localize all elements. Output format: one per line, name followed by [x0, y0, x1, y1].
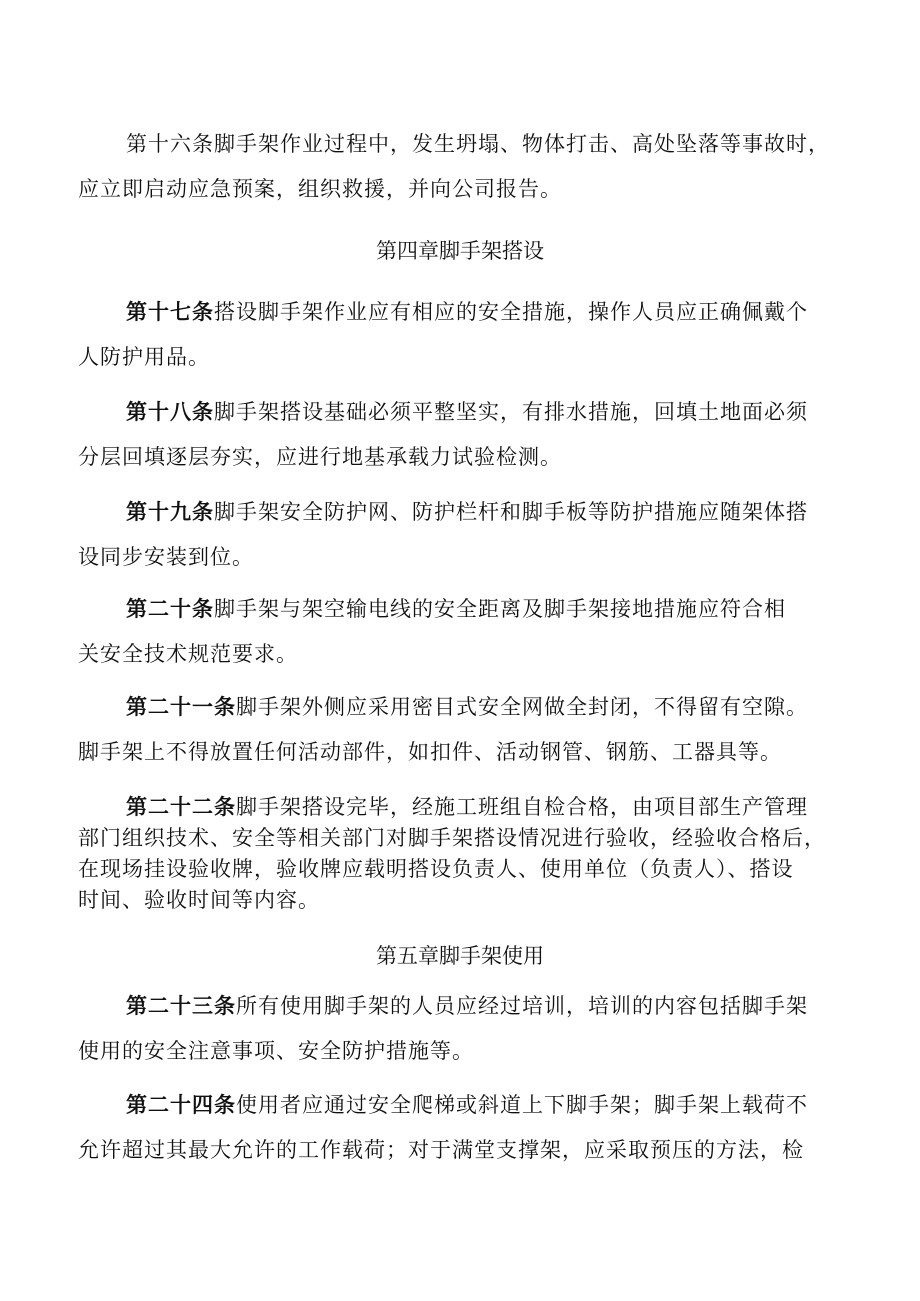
article-22-line-4: 时间、验收时间等内容。 [78, 888, 320, 912]
article-23-line-1 [78, 984, 840, 1029]
article-24 [78, 1083, 840, 1173]
article-18 [78, 390, 840, 480]
article-21-label: 第二十一条 [126, 695, 236, 719]
article-21-text: 脚手架外侧应采用密目式安全网做全封闭，不得留有空隙。 [236, 695, 808, 719]
article-21-line-2: 脚手架上不得放置任何活动部件，如扣件、活动钢管、钢筋、工器具等。 [78, 740, 782, 764]
article-16-line-1: 第十六条脚手架作业过程中，发生坍塌、物体打击、高处坠落等事故时， [126, 132, 830, 156]
article-22-line-1 [78, 792, 840, 823]
article-17-line-1 [78, 290, 840, 335]
article-22-text: 脚手架搭设完毕，经施工班组自检合格，由项目部生产管理 [236, 795, 808, 819]
article-20 [78, 587, 840, 677]
article-22-line-3: 在现场挂设验收牌，验收牌应载明搭设负责人、使用单位（负责人）、搭设 [78, 857, 794, 881]
article-23 [78, 984, 840, 1074]
article-22 [78, 792, 840, 916]
article-23-label: 第二十三条 [126, 994, 236, 1018]
article-24-line-1 [78, 1083, 840, 1128]
article-20-text: 脚手架与架空输电线的安全距离及脚手架接地措施应符合相 [214, 597, 786, 621]
article-17 [78, 290, 840, 380]
article-18-line-2: 分层回填逐层夯实，应进行地基承载力试验检测。 [78, 445, 562, 469]
article-19-line-2: 设同步安装到位。 [78, 545, 254, 569]
article-17-line-2: 人防护用品。 [78, 345, 210, 369]
article-22-line-2: 部门组织技术、安全等相关部门对脚手架搭设情况进行验收，经验收合格后， [78, 826, 826, 850]
article-21-line-1 [78, 685, 840, 730]
article-24-label: 第二十四条 [126, 1093, 236, 1117]
article-19 [78, 490, 840, 580]
article-18-text: 脚手架搭设基础必须平整坚实，有排水措施，回填土地面必须 [214, 400, 808, 424]
chapter-4-title: 第四章脚手架搭设 [376, 239, 544, 263]
article-19-text: 脚手架安全防护网、防护栏杆和脚手板等防护措施应随架体搭 [214, 500, 808, 524]
article-17-text: 搭设脚手架作业应有相应的安全措施，操作人员应正确佩戴个 [214, 300, 808, 324]
article-24-line-2: 允许超过其最大允许的工作载荷；对于满堂支撑架，应采取预压的方法，检 [78, 1138, 804, 1162]
article-20-label: 第二十条 [126, 597, 214, 621]
article-22-label: 第二十二条 [126, 795, 236, 819]
article-19-label: 第十九条 [126, 500, 214, 524]
article-18-line-1 [78, 390, 840, 435]
article-23-text: 所有使用脚手架的人员应经过培训，培训的内容包括脚手架 [236, 994, 808, 1018]
article-20-line-2: 关安全技术规范要求。 [78, 642, 298, 666]
chapter-5-title: 第五章脚手架使用 [376, 944, 544, 968]
article-23-line-2: 使用的安全注意事项、安全防护措施等。 [78, 1039, 474, 1063]
article-16-line-2: 应立即启动应急预案，组织救援，并向公司报告。 [78, 177, 562, 201]
article-19-line-1 [78, 490, 840, 535]
article-16 [78, 122, 840, 212]
article-24-text: 使用者应通过安全爬梯或斜道上下脚手架；脚手架上载荷不 [236, 1093, 808, 1117]
article-17-label: 第十七条 [126, 300, 214, 324]
article-21 [78, 685, 840, 775]
article-18-label: 第十八条 [126, 400, 214, 424]
article-20-line-1 [78, 587, 840, 632]
